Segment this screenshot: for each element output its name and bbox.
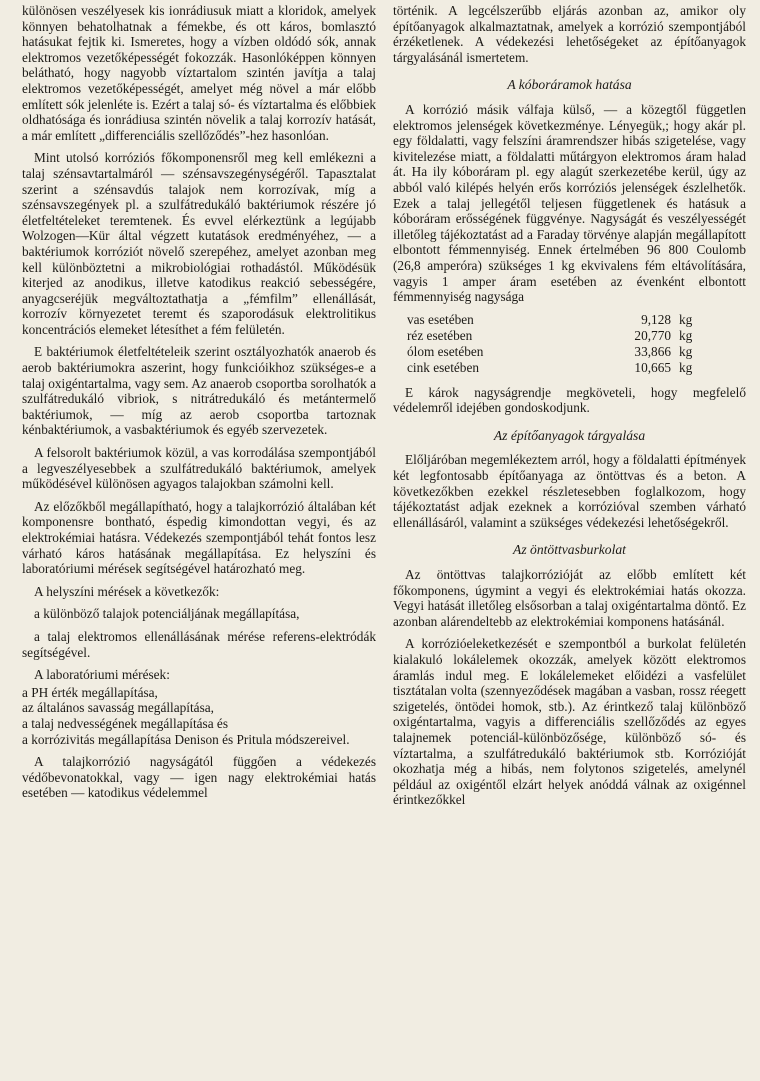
list-item: az általános savasság megállapítása, xyxy=(22,700,214,716)
metal-value: 10,665 xyxy=(634,359,671,375)
metal-unit: kg xyxy=(679,311,693,327)
paragraph: Előljáróban megemlékeztem arról, hogy a földalatti építmények két legfontosabb építőanyaga az öntöttvas és a beton. A következőkben ezekkel részletesebben foglalkozom, hogy tájékoztatást adjak ezeknek a korrózióval szemben várható ellenállásáról, valamint a szükséges védekezési lehetőségekről. xyxy=(393,452,746,530)
metal-name: réz esetében xyxy=(407,327,473,343)
paragraph: A helyszíni mérések a következők: xyxy=(34,583,220,599)
paragraph: A talajkorrózió nagyságától függően a védekezés védőbevonatokkal, vagy — igen nagy elektrokémiai hatás esetében — katodikus védelemmel xyxy=(22,754,376,801)
table-row xyxy=(407,312,707,328)
section-heading: Az öntöttvasburkolat xyxy=(513,542,626,558)
metal-value: 33,866 xyxy=(634,343,671,359)
metal-unit: kg xyxy=(679,327,693,343)
metal-unit: kg xyxy=(679,359,693,375)
paragraph: különösen veszélyesek kis ionrádiusuk miatt a kloridok, amelyek könnyen behatolhatnak a fémekbe, és ott káros, bomlasztó hatásukat fejtik ki. Ismeretes, hogy a vízben oldódó sók, annak elektromos vezetőképességét fokozzák. Hasonlóképpen könnyen belátható, hogy nagyobb víztartalom szintén javítja a talaj elektromos vezetőképességét, amelyet még növel a már előbb említett sók jelenléte is. Ezért a talaj só- és víztartalma és előbbiek oldhatósága és ionrádiusa szintén növelik a talaj korrozív hatását, a már említett „differenciális szellőződés”-hez hasonlóan. xyxy=(22,3,376,143)
metal-name: cink esetében xyxy=(407,359,479,375)
paragraph: A korrózióeleketkezését e szempontból a burkolat felületén kialakuló lokálelemek okozzák, amelyek között elektromos áramlás indul meg. E lokálelemeket előidézi a vasfelület tisztátalan volta (szennyeződések magában a vasban, rossz réegett szigetelés, öntödei homok, stb.). Az érintkező talaj különböző oxigéntartalma, vagyis a differenciális szellőződés az egyes talajnemek potenciál-különbözősége, különböző só- és víztartalma, a szulfátredukáló baktériumok stb. Korrózióját okozhatja még a hibás, nem folytonos szigetelés, amelynél például az oxigéntől elzárt helyek anóddá válnak az oxigénnel érintkezőkkel xyxy=(393,636,746,808)
metal-name: vas esetében xyxy=(407,311,474,327)
paragraph: A korrózió másik válfaja külső, — a közegtől független elektromos jelenségek következménye. Lényegük,; hogy akár pl. egy földalatti, vagy felszíni áramrendszer hibás szigetelése, vagy kivitelezése miatt, a földalatti műtárgyon elektromos áram halad át. Ha ily kóboráram pl. egy alagút szerkezetébe kerül, úgy az abból való kilépés helyén erős korróziós jelenségek észlelhetők. Ezek a talaj jellegétől teljesen függetlenek és hatásuk a kóboráram erősségének függvénye. Nagyságát és veszélyességét illetőleg tájékoztatást ad a Faraday törvénye alapján megállapított elbontott fémmennyiség. Ennek értelmében 96 800 Coulomb (26,8 amperóra) szükséges 1 kg ekvivalens fém eltávolítására, vagyis 1 amper áram esetében az évenként elbontott fémmennyiség nagysága xyxy=(393,101,746,305)
left-column xyxy=(22,3,376,808)
paragraph: A laboratóriumi mérések: xyxy=(34,667,170,683)
paragraph: Az előzőkből megállapítható, hogy a talajkorrózió általában két komponensre bontható, éspedig kimondottan vegyi, és az elektrokémiai hatásra. Védekezés szempontjából tehát fontos lesz várható káros hatásának megállapítása. Ez helyszíni és laboratóriumi mérések segítségével határozható meg. xyxy=(22,498,376,577)
paragraph: E baktériumok életfeltételeik szerint osztályozhatók anaerob és aerob baktériumokra aszerint, hogy funkcióikhoz szükséges-e a talaj oxigéntartalma, vagy sem. Az anaerob csoportba sorolhatók a szulfátredukáló vibriok, s nitrátredukáló és metántermelő baktériumok, — míg az aerob csoportba tartoznak kénbaktériumok, a vasbaktériumok és egyéb szervezetek. xyxy=(22,344,376,438)
table-row xyxy=(407,328,707,344)
metal-loss-table xyxy=(407,312,707,376)
paragraph: a talaj elektromos ellenállásának mérése referens-elektródák segítségével. xyxy=(22,628,376,660)
right-column xyxy=(393,3,746,815)
table-row xyxy=(407,344,707,360)
metal-value: 20,770 xyxy=(634,327,671,343)
paragraph: a különböző talajok potenciáljának megállapítása, xyxy=(34,606,300,622)
section-heading: Az építőanyagok tárgyalása xyxy=(493,427,646,443)
paragraph: A felsorolt baktériumok közül, a vas korrodálása szempontjából a legveszélyesebbek a szulfátredukáló baktériumok, amelyek működésével különösen agyagos talajokban számolni kell. xyxy=(22,445,376,492)
paragraph: E károk nagyságrendje megköveteli, hogy megfelelő védelemről idejében gondoskodjunk. xyxy=(393,384,746,416)
section-heading: A kóboráramok hatása xyxy=(507,77,632,93)
list-item: a PH érték megállapítása, xyxy=(22,684,158,700)
paragraph: Mint utolsó korróziós főkomponensről meg kell emlékezni a talaj szénsavtartalmáról — szénsavszegénységéről. Tapasztalat szerint a szénsavdús talajok nem korrozívak, míg a szénsavszegények pl. a szulfátredukáló baktériumok részére jó életfeltételeket teremtenek. És evvel elérkeztünk a legújabb Wolzogen—Kür által végzett kutatások eredményéhez, — a baktériumok korróziót növelő szerepéhez, amelyet azonban meg kell különböztetni a mikrobiológiai rothadástól. Működésük kiterjed az anodikus, illetve katodikus reakció sebességére, anyagcseréjük megváltoztathatja a „fémfilm” ellenállását, korrozív környezetet teremt és szaporodásuk elektrolitikus koncentrációs elemeket létesíthet a fém felületén. xyxy=(22,150,376,337)
list-item: a talaj nedvességének megállapítása és xyxy=(22,715,229,731)
metal-value: 9,128 xyxy=(641,311,671,327)
metal-unit: kg xyxy=(679,343,693,359)
table-row xyxy=(407,360,707,376)
metal-name: ólom esetében xyxy=(407,343,484,359)
paragraph: Az öntöttvas talajkorrózióját az előbb említett két főkomponens, úgymint a vegyi és elektrokémiai hatás okozza. Vegyi hatását illetőleg elsősorban a talaj oxigéntartalma döntő. Ez azonban alárendeltebb az elektrokémiai komponens hatásánál. xyxy=(393,567,746,629)
paragraph: történik. A legcélszerűbb eljárás azonban az, amikor oly építőanyagok alkalmaztatnak, amelyek a korrózió szempontjából érzéketlenek. A védekezési lehetőségeket az építőanyagok tárgyalásánál ismertetem. xyxy=(393,3,746,65)
list-item: a korrózivitás megállapítása Denison és Pritula módszereivel. xyxy=(22,731,350,747)
